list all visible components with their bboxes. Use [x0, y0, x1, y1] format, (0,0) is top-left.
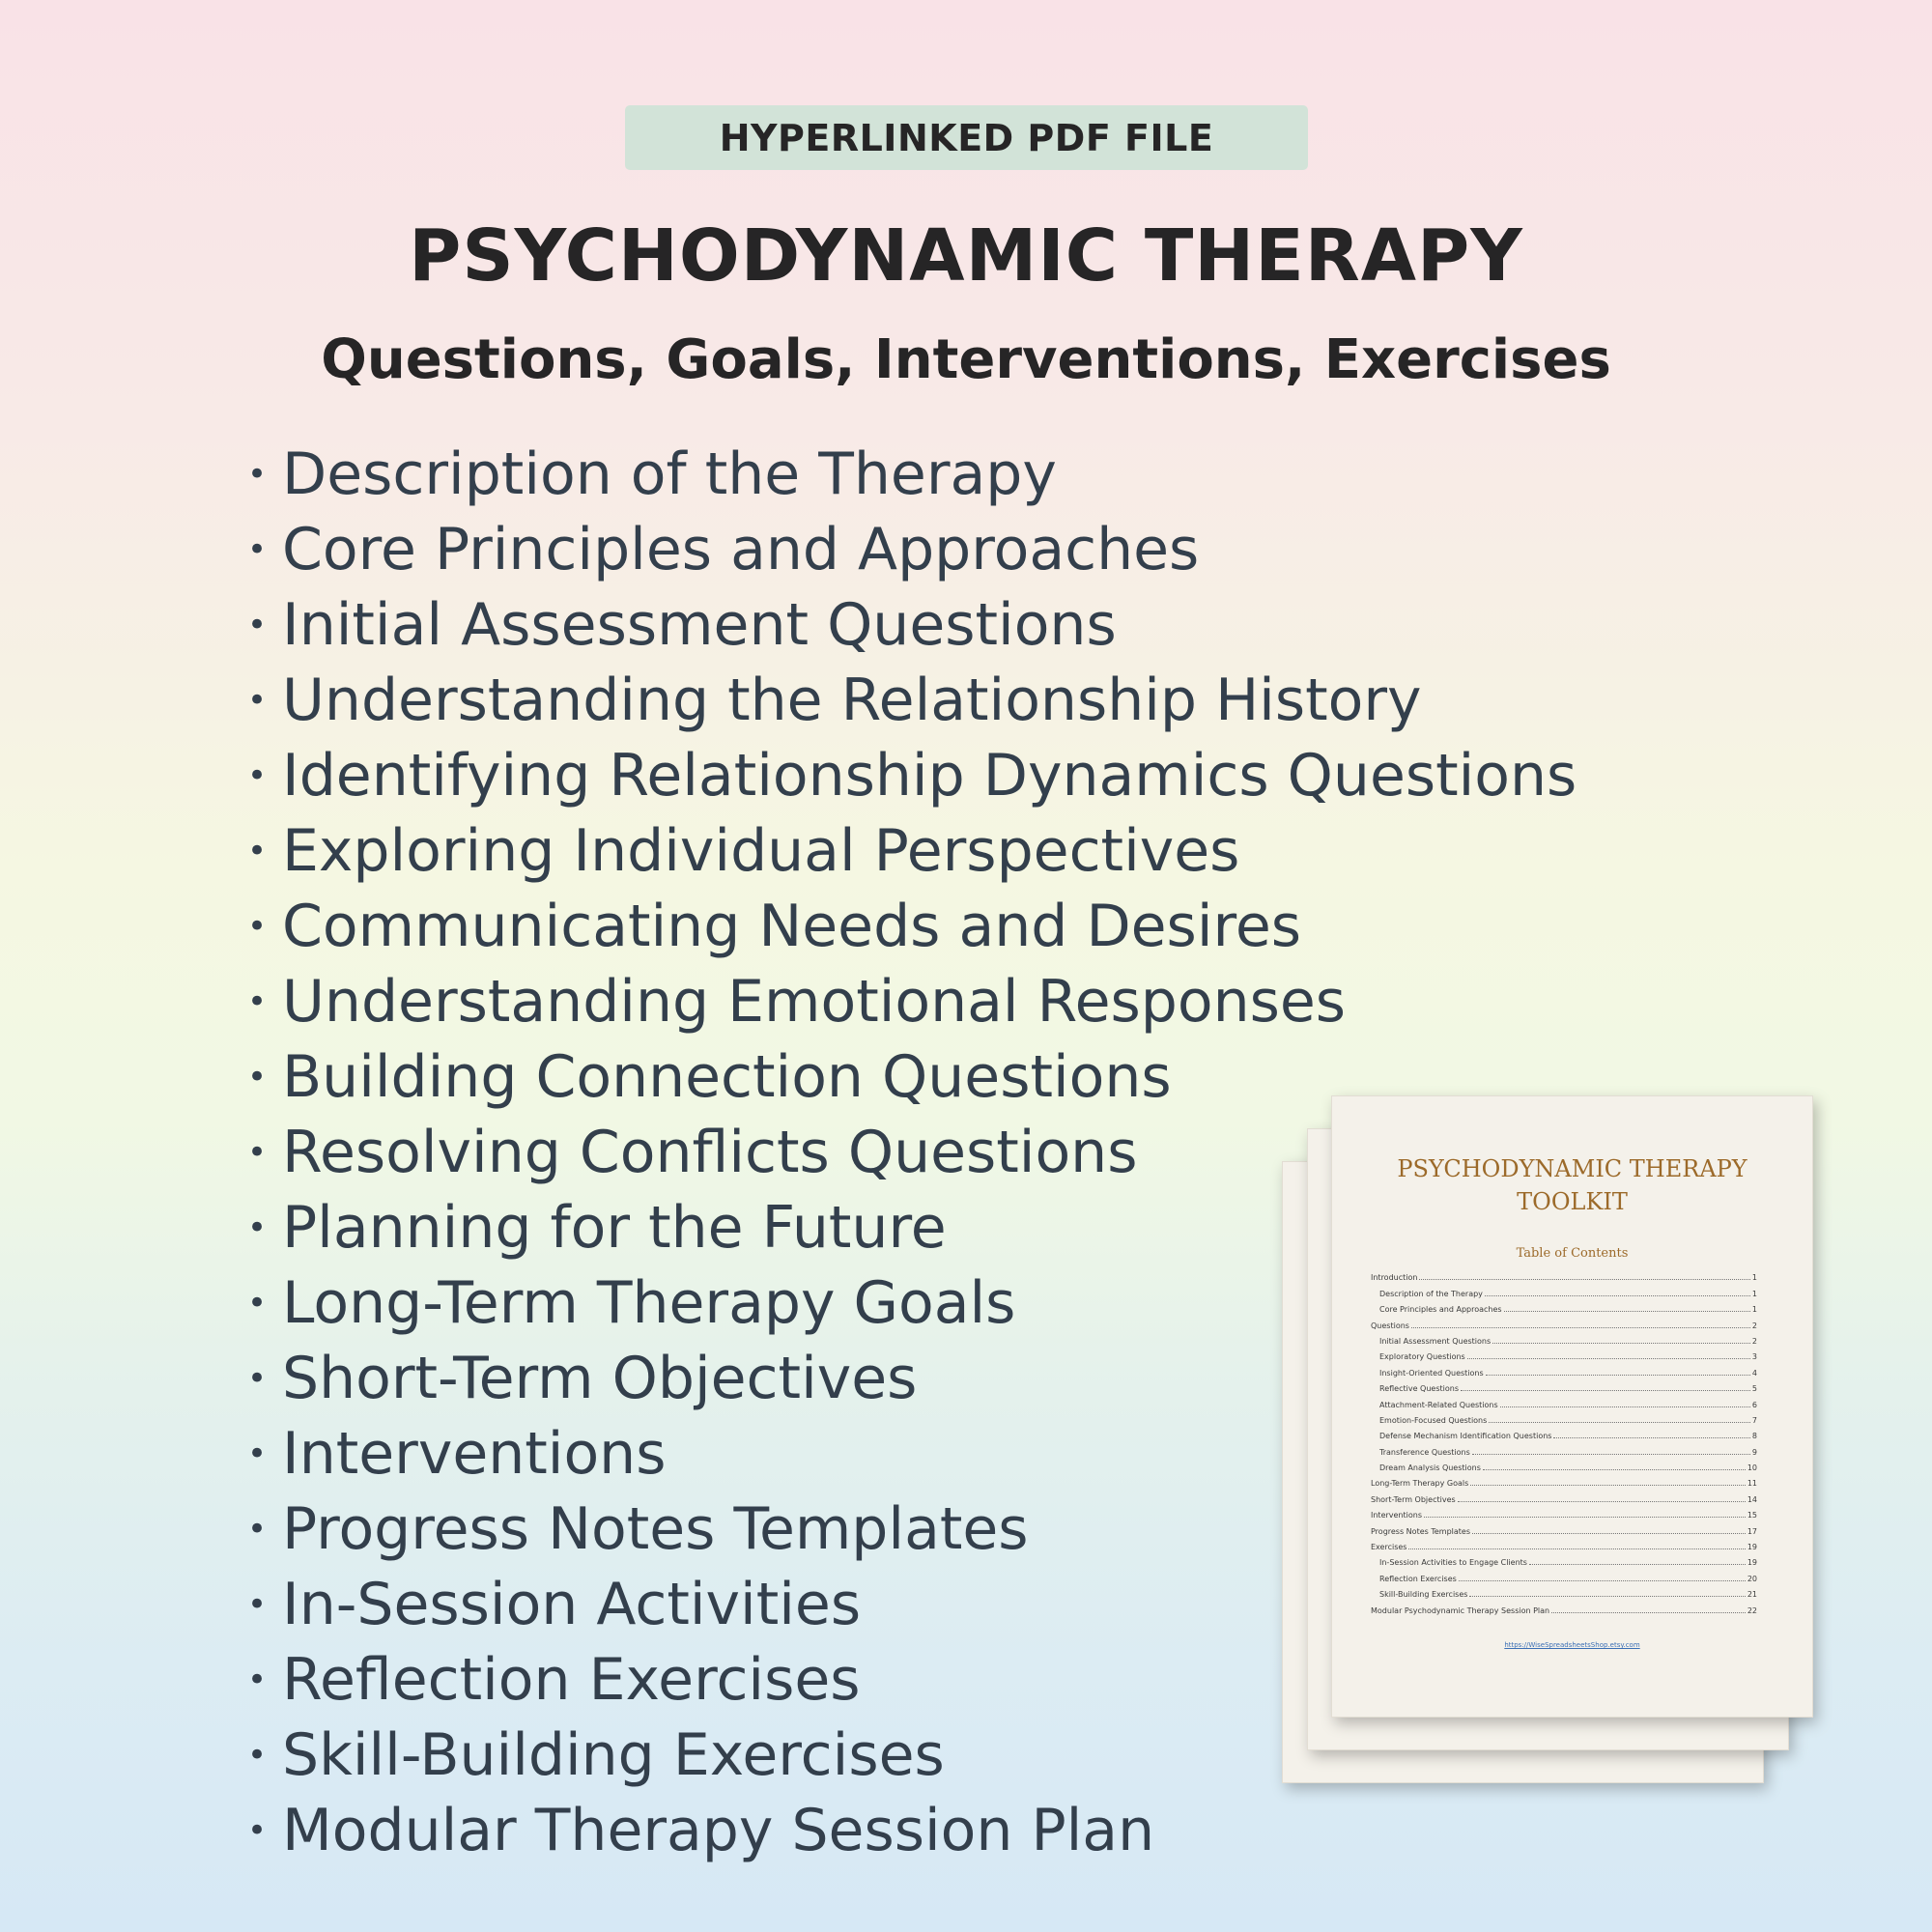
document-toc-page: 17	[1747, 1526, 1757, 1536]
document-toc-label: Emotion-Focused Questions	[1379, 1415, 1488, 1425]
feature-list-label: Long-Term Therapy Goals	[282, 1269, 1016, 1337]
feature-list-label: Planning for the Future	[282, 1194, 947, 1262]
feature-list-label: Modular Therapy Session Plan	[282, 1797, 1155, 1864]
feature-list-label: Interventions	[282, 1420, 667, 1488]
feature-list-item	[247, 1793, 1577, 1868]
bullet-icon: •	[247, 982, 268, 1021]
feature-list-label: Resolving Conflicts Questions	[282, 1119, 1138, 1186]
document-toc-leader	[1419, 1279, 1749, 1280]
bullet-icon: •	[247, 1208, 268, 1247]
document-toc-entry[interactable]	[1371, 1536, 1757, 1551]
document-toc	[1371, 1266, 1757, 1615]
document-toc-leader	[1459, 1580, 1746, 1581]
document-toc-label: Modular Psychodynamic Therapy Session Plan	[1371, 1605, 1550, 1615]
document-preview-stack	[1282, 1095, 1813, 1781]
document-toc-label: Introduction	[1371, 1273, 1418, 1283]
document-toc-label: Defense Mechanism Identification Questions	[1379, 1432, 1552, 1441]
document-title-line1: PSYCHODYNAMIC THERAPY	[1397, 1155, 1747, 1182]
document-toc-entry[interactable]	[1371, 1472, 1757, 1488]
document-toc-entry[interactable]	[1371, 1266, 1757, 1282]
bullet-icon: •	[247, 1058, 268, 1096]
document-front-page	[1331, 1095, 1813, 1718]
document-toc-entry[interactable]	[1371, 1583, 1757, 1599]
document-title-line2: TOOLKIT	[1517, 1188, 1628, 1215]
document-toc-heading: Table of Contents	[1516, 1246, 1629, 1261]
document-title	[1332, 1152, 1812, 1218]
feature-list-label: Skill-Building Exercises	[282, 1721, 945, 1789]
bullet-icon: •	[247, 1585, 268, 1624]
feature-list-label: Initial Assessment Questions	[282, 591, 1117, 659]
document-toc-label: Transference Questions	[1379, 1447, 1470, 1457]
document-toc-leader	[1461, 1390, 1750, 1391]
bullet-icon: •	[247, 606, 268, 644]
bullet-icon: •	[247, 1661, 268, 1699]
document-toc-label: Description of the Therapy	[1379, 1289, 1483, 1298]
document-toc-leader	[1483, 1469, 1746, 1470]
document-toc-label: Exercises	[1371, 1543, 1407, 1552]
document-toc-entry[interactable]	[1371, 1393, 1757, 1408]
document-toc-entry[interactable]	[1371, 1567, 1757, 1582]
document-toc-entry[interactable]	[1371, 1504, 1757, 1520]
bullet-icon: •	[247, 1284, 268, 1322]
feature-list-item	[247, 437, 1577, 512]
document-toc-label: Initial Assessment Questions	[1379, 1336, 1492, 1346]
document-toc-entry[interactable]	[1371, 1457, 1757, 1472]
document-toc-leader	[1411, 1327, 1750, 1328]
document-toc-page: 5	[1751, 1384, 1757, 1394]
feature-list-label: Short-Term Objectives	[282, 1345, 918, 1412]
page-subtitle: Questions, Goals, Interventions, Exercises	[321, 328, 1611, 391]
document-toc-leader	[1492, 1343, 1750, 1344]
document-toc-page: 14	[1747, 1494, 1757, 1504]
document-toc-page: 1	[1751, 1305, 1757, 1315]
feature-list-label: Understanding the Relationship History	[282, 667, 1422, 734]
document-toc-label: Long-Term Therapy Goals	[1371, 1479, 1469, 1489]
bullet-icon: •	[247, 1510, 268, 1548]
bullet-icon: •	[247, 1736, 268, 1775]
document-toc-label: Progress Notes Templates	[1371, 1526, 1471, 1536]
document-toc-leader	[1529, 1564, 1746, 1565]
document-toc-leader	[1408, 1548, 1745, 1549]
document-toc-entry[interactable]	[1371, 1330, 1757, 1346]
feature-list-label: Identifying Relationship Dynamics Questions	[282, 742, 1577, 810]
feature-list-label: Exploring Individual Perspectives	[282, 817, 1240, 885]
feature-list-label: Reflection Exercises	[282, 1646, 861, 1714]
document-toc-leader	[1489, 1422, 1750, 1423]
document-toc-entry[interactable]	[1371, 1520, 1757, 1535]
bullet-icon: •	[247, 832, 268, 870]
document-toc-page: 19	[1747, 1558, 1757, 1568]
document-toc-label: Core Principles and Approaches	[1379, 1305, 1502, 1315]
feature-list-item	[247, 889, 1577, 964]
bullet-icon: •	[247, 681, 268, 720]
document-toc-entry[interactable]	[1371, 1378, 1757, 1393]
feature-list-label: Understanding Emotional Responses	[282, 968, 1347, 1036]
document-toc-label: Reflective Questions	[1379, 1384, 1459, 1394]
document-toc-label: Attachment-Related Questions	[1379, 1400, 1498, 1409]
document-toc-leader	[1424, 1517, 1746, 1518]
hyperlinked-pdf-badge: HYPERLINKED PDF FILE	[625, 105, 1308, 170]
document-toc-leader	[1551, 1612, 1746, 1613]
feature-list-item	[247, 813, 1577, 889]
document-toc-leader	[1469, 1596, 1745, 1597]
document-toc-label: Dream Analysis Questions	[1379, 1463, 1481, 1473]
document-toc-label: In-Session Activities to Engage Clients	[1379, 1558, 1527, 1568]
feature-list-item	[247, 587, 1577, 663]
document-toc-page: 4	[1751, 1368, 1757, 1378]
page-title: PSYCHODYNAMIC THERAPY	[409, 214, 1523, 298]
document-toc-page: 2	[1751, 1336, 1757, 1346]
document-link[interactable]: https://WiseSpreadsheetsShop.etsy.com	[1504, 1641, 1640, 1649]
document-toc-entry[interactable]	[1371, 1488, 1757, 1503]
document-toc-leader	[1458, 1501, 1746, 1502]
bullet-icon: •	[247, 1435, 268, 1473]
bullet-icon: •	[247, 1811, 268, 1850]
document-toc-page: 10	[1747, 1463, 1757, 1473]
document-toc-entry[interactable]	[1371, 1599, 1757, 1614]
document-toc-page: 3	[1751, 1352, 1757, 1362]
document-toc-entry[interactable]	[1371, 1425, 1757, 1440]
feature-list-item	[247, 964, 1577, 1039]
document-toc-leader	[1500, 1406, 1750, 1407]
document-toc-label: Insight-Oriented Questions	[1379, 1368, 1484, 1378]
feature-list-label: Description of the Therapy	[282, 440, 1057, 508]
bullet-icon: •	[247, 455, 268, 494]
document-toc-leader	[1485, 1295, 1750, 1296]
document-toc-label: Reflection Exercises	[1379, 1574, 1457, 1583]
document-toc-entry[interactable]	[1371, 1298, 1757, 1314]
document-toc-label: Questions	[1371, 1321, 1409, 1330]
document-toc-leader	[1472, 1533, 1746, 1534]
feature-list-label: Building Connection Questions	[282, 1043, 1172, 1111]
document-toc-page: 22	[1747, 1605, 1757, 1615]
feature-list-item	[247, 512, 1577, 587]
document-toc-entry[interactable]	[1371, 1551, 1757, 1567]
document-toc-entry[interactable]	[1371, 1314, 1757, 1329]
bullet-icon: •	[247, 1133, 268, 1172]
document-toc-label: Exploratory Questions	[1379, 1352, 1465, 1362]
document-toc-page: 15	[1747, 1511, 1757, 1520]
feature-list-item	[247, 738, 1577, 813]
document-toc-page: 6	[1751, 1400, 1757, 1409]
document-toc-leader	[1472, 1454, 1750, 1455]
document-toc-page: 1	[1751, 1289, 1757, 1298]
document-toc-page: 19	[1747, 1543, 1757, 1552]
document-toc-page: 11	[1747, 1479, 1757, 1489]
document-toc-page: 1	[1751, 1273, 1757, 1283]
document-toc-page: 7	[1751, 1415, 1757, 1425]
document-toc-entry[interactable]	[1371, 1409, 1757, 1425]
bullet-icon: •	[247, 907, 268, 946]
document-toc-leader	[1467, 1358, 1750, 1359]
document-toc-page: 21	[1747, 1590, 1757, 1600]
bullet-icon: •	[247, 756, 268, 795]
document-toc-label: Skill-Building Exercises	[1379, 1590, 1468, 1600]
document-toc-page: 9	[1751, 1447, 1757, 1457]
document-toc-entry[interactable]	[1371, 1282, 1757, 1297]
document-toc-leader	[1553, 1437, 1749, 1438]
document-toc-leader	[1486, 1375, 1750, 1376]
document-toc-leader	[1470, 1485, 1746, 1486]
document-toc-leader	[1504, 1311, 1750, 1312]
bullet-icon: •	[247, 530, 268, 569]
bullet-icon: •	[247, 1359, 268, 1398]
feature-list-label: Progress Notes Templates	[282, 1495, 1029, 1563]
document-toc-entry[interactable]	[1371, 1361, 1757, 1377]
document-toc-label: Interventions	[1371, 1511, 1422, 1520]
feature-list-label: Communicating Needs and Desires	[282, 893, 1302, 960]
feature-list-label: Core Principles and Approaches	[282, 516, 1200, 583]
document-toc-page: 2	[1751, 1321, 1757, 1330]
document-toc-page: 20	[1747, 1574, 1757, 1583]
document-toc-page: 8	[1751, 1432, 1757, 1441]
feature-list-item	[247, 663, 1577, 738]
document-toc-entry[interactable]	[1371, 1440, 1757, 1456]
document-toc-entry[interactable]	[1371, 1346, 1757, 1361]
document-toc-label: Short-Term Objectives	[1371, 1494, 1456, 1504]
feature-list-label: In-Session Activities	[282, 1571, 862, 1638]
